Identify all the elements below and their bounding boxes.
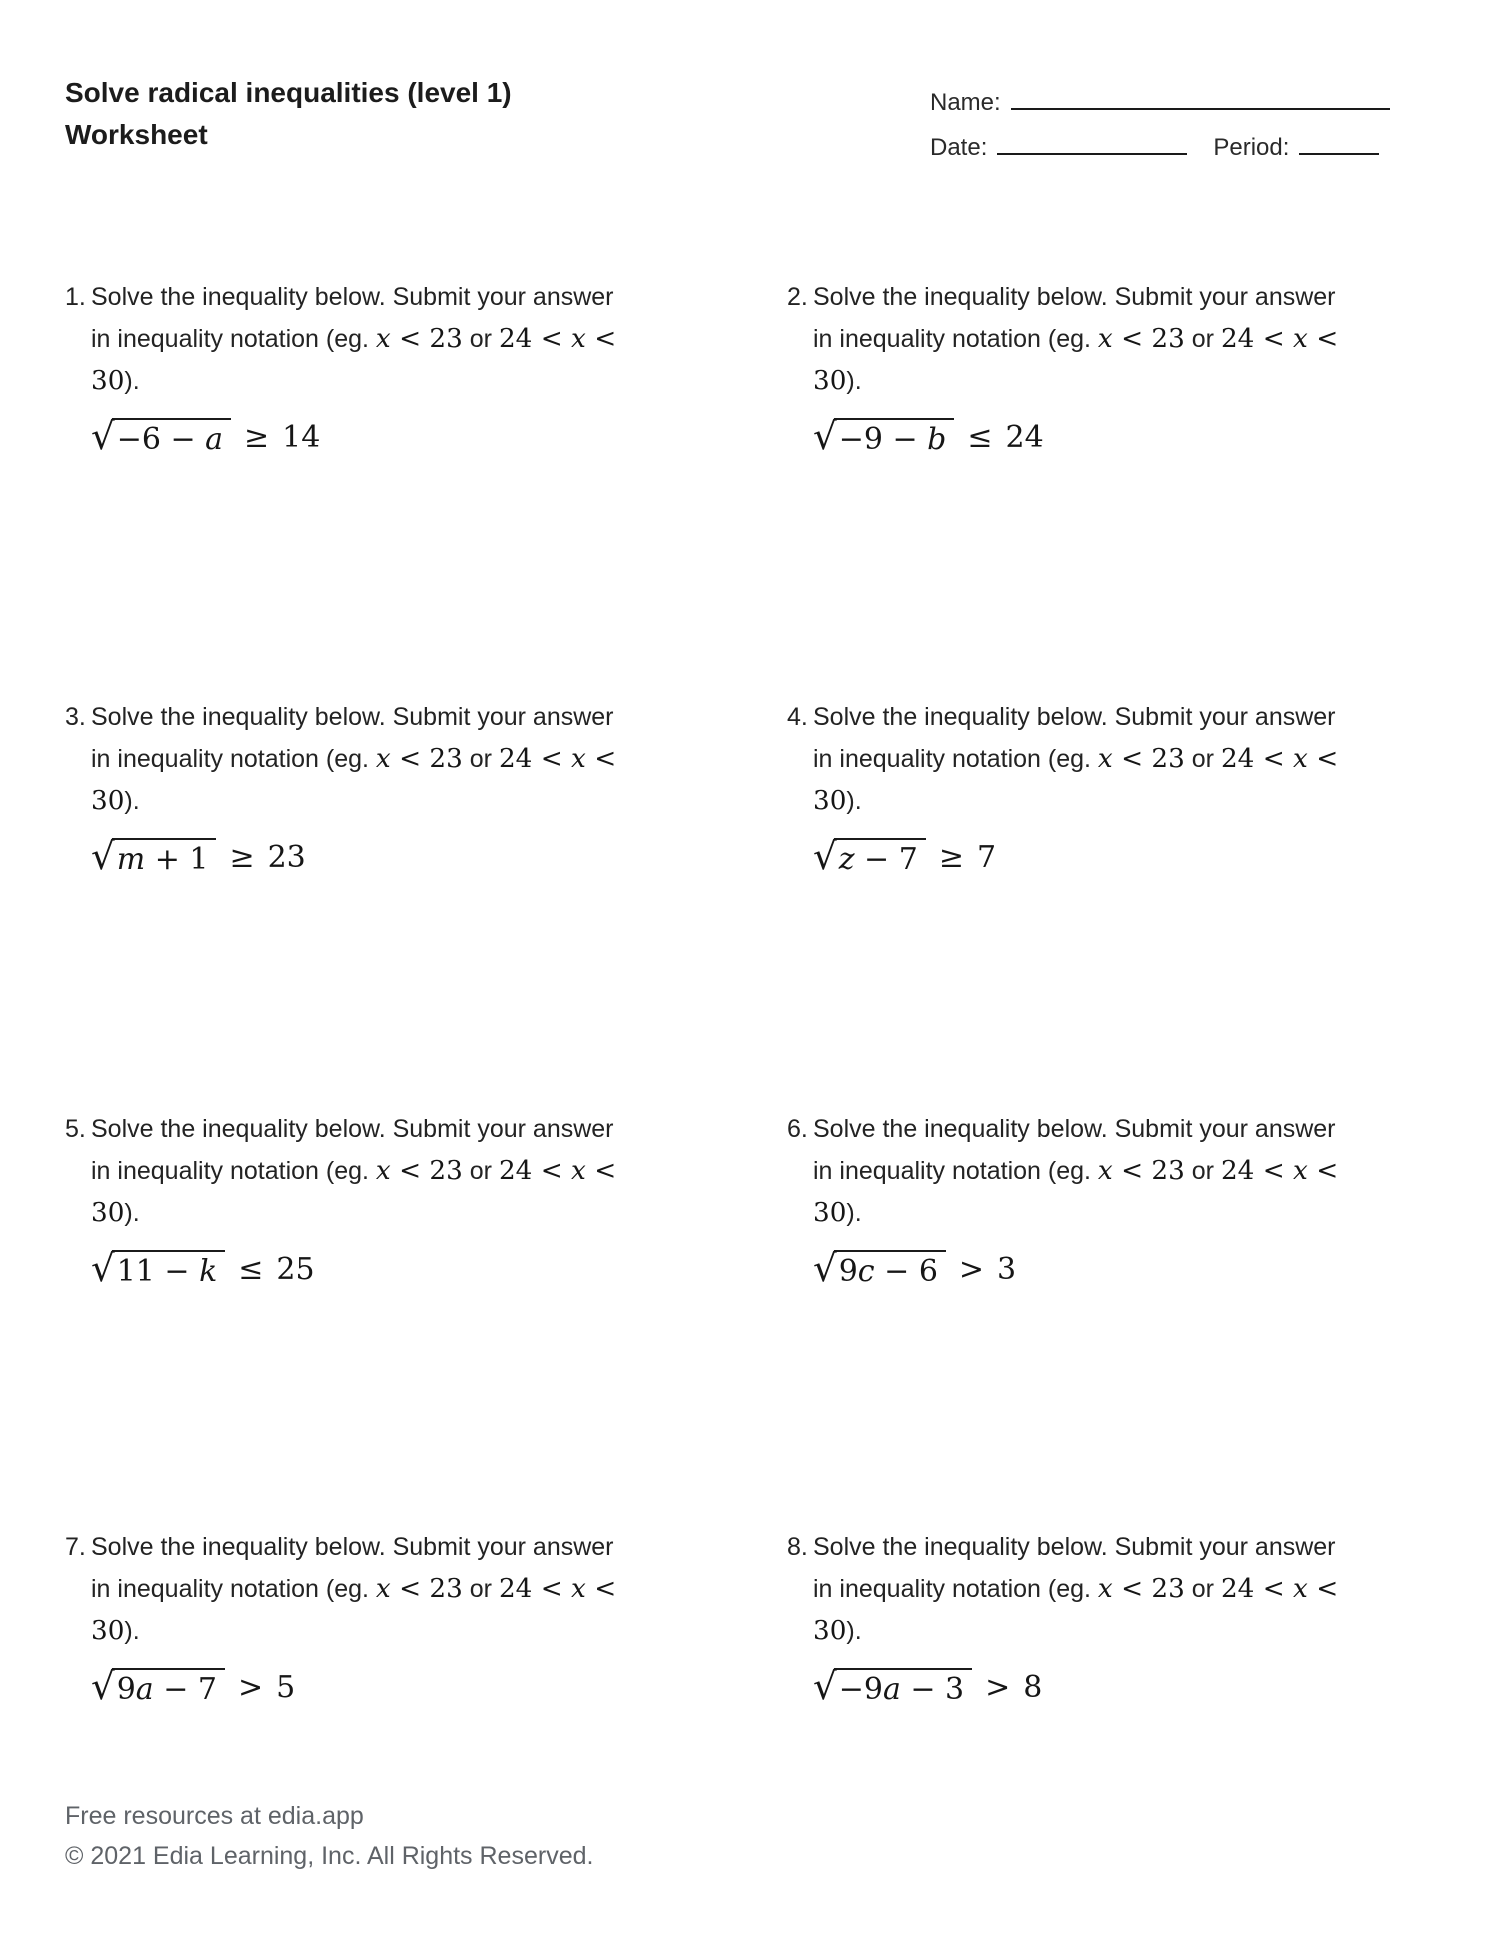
- equation: [91, 413, 665, 458]
- radicand: 9c − 6: [834, 1250, 946, 1290]
- problem-number: 7.: [65, 1533, 86, 1561]
- radicand: −6 − a: [112, 418, 231, 458]
- problem-prompt-text: [813, 1526, 1387, 1652]
- prompt-math-text: x < 23: [375, 1156, 463, 1186]
- prompt-text: or: [462, 1575, 499, 1603]
- prompt-text: in inequality notation (eg.: [813, 325, 1098, 353]
- prompt-text: Solve the inequality below. Submit your answer: [91, 1533, 614, 1561]
- problem-prompt-text: [813, 696, 1387, 822]
- prompt-text: in inequality notation (eg.: [91, 1575, 376, 1603]
- problem-5: [65, 1108, 665, 1290]
- name-field-row: [930, 84, 1390, 129]
- prompt-text: in inequality notation (eg.: [91, 325, 376, 353]
- radical-icon: √: [91, 413, 115, 458]
- equation: [91, 1245, 665, 1290]
- inequality-operator: >: [985, 1670, 1011, 1705]
- name-blank-line: [1011, 84, 1390, 110]
- prompt-text: Solve the inequality below. Submit your answer: [813, 703, 1336, 731]
- prompt-math-text: 30: [91, 1616, 125, 1646]
- prompt-text: ).: [124, 367, 140, 395]
- prompt-math-text: 30: [813, 1616, 847, 1646]
- right-hand-side: 7: [976, 840, 997, 875]
- radicand: 9a − 7: [112, 1668, 225, 1708]
- prompt-line: [813, 780, 1387, 822]
- prompt-line: [813, 738, 1387, 780]
- problem-number: 4.: [787, 703, 808, 731]
- problem-prompt-text: [91, 1108, 665, 1234]
- footer-resources-text: Free resources at edia.app: [65, 1802, 364, 1830]
- prompt-math-text: x < 23: [1097, 744, 1185, 774]
- prompt-text: ).: [124, 1617, 140, 1645]
- footer-copyright-text: © 2021 Edia Learning, Inc. All Rights Reserved.: [65, 1842, 594, 1870]
- prompt-text: ).: [124, 1199, 140, 1227]
- prompt-text: or: [462, 1157, 499, 1185]
- prompt-line: [91, 1108, 665, 1150]
- equation: [91, 1663, 665, 1708]
- prompt-text: Solve the inequality below. Submit your answer: [813, 283, 1336, 311]
- inequality-operator: >: [237, 1670, 264, 1705]
- prompt-math-text: x < 23: [1097, 1574, 1185, 1604]
- prompt-text: or: [1184, 325, 1221, 353]
- inequality-operator: >: [958, 1252, 985, 1287]
- radical-icon: √: [813, 1663, 837, 1708]
- problem-2: [787, 276, 1387, 458]
- equation: [91, 833, 665, 878]
- equation: [813, 1245, 1387, 1290]
- prompt-math-text: 24 < x <: [498, 1156, 617, 1186]
- problem-7: [65, 1526, 665, 1708]
- square-root-expression: [813, 833, 926, 878]
- prompt-math-text: 30: [813, 366, 847, 396]
- right-hand-side: 25: [276, 1252, 315, 1287]
- problem-prompt-text: [91, 1526, 665, 1652]
- prompt-math-text: 30: [813, 786, 847, 816]
- equation: [813, 833, 1387, 878]
- problem-prompt-text: [813, 1108, 1387, 1234]
- square-root-expression: [91, 413, 231, 458]
- date-blank-line: [997, 129, 1187, 155]
- prompt-text: Solve the inequality below. Submit your answer: [91, 1115, 614, 1143]
- prompt-math-text: x < 23: [375, 1574, 463, 1604]
- right-hand-side: 3: [997, 1252, 1017, 1287]
- right-hand-side: 8: [1023, 1670, 1043, 1705]
- prompt-line: [813, 1108, 1387, 1150]
- prompt-text: ).: [846, 1199, 862, 1227]
- radical-icon: √: [91, 1245, 115, 1290]
- prompt-line: [813, 318, 1387, 360]
- prompt-text: Solve the inequality below. Submit your answer: [91, 283, 614, 311]
- page-subtitle: Worksheet: [65, 119, 208, 150]
- prompt-text: ).: [846, 367, 862, 395]
- radicand: z − 7: [834, 838, 926, 878]
- prompt-line: [91, 696, 665, 738]
- prompt-math-text: 30: [91, 1198, 125, 1228]
- problem-1: [65, 276, 665, 458]
- prompt-math-text: 24 < x <: [498, 1574, 617, 1604]
- radicand: m + 1: [112, 838, 217, 878]
- prompt-text: or: [462, 745, 499, 773]
- prompt-line: [91, 1568, 665, 1610]
- prompt-math-text: 24 < x <: [1220, 744, 1339, 774]
- prompt-text: in inequality notation (eg.: [813, 1575, 1098, 1603]
- problem-prompt: [65, 696, 665, 822]
- prompt-line: [813, 1568, 1387, 1610]
- problem-prompt: [65, 1526, 665, 1652]
- prompt-math-text: 30: [91, 366, 125, 396]
- prompt-math-text: x < 23: [1097, 324, 1185, 354]
- radicand: 11 − k: [112, 1250, 226, 1290]
- prompt-text: in inequality notation (eg.: [91, 745, 376, 773]
- equation: [813, 1663, 1387, 1708]
- prompt-line: [91, 1192, 665, 1234]
- prompt-text: in inequality notation (eg.: [813, 745, 1098, 773]
- prompt-line: [91, 1150, 665, 1192]
- student-fields: [930, 84, 1390, 174]
- problem-prompt: [787, 1526, 1387, 1652]
- problem-prompt: [787, 696, 1387, 822]
- prompt-text: in inequality notation (eg.: [91, 1157, 376, 1185]
- period-blank-line: [1299, 129, 1379, 155]
- prompt-math-text: x < 23: [375, 324, 463, 354]
- right-hand-side: 23: [267, 840, 306, 875]
- inequality-operator: ≥: [229, 840, 255, 875]
- square-root-expression: [91, 1245, 225, 1290]
- prompt-text: Solve the inequality below. Submit your answer: [91, 703, 614, 731]
- problem-3: [65, 696, 665, 878]
- date-label: Date:: [930, 134, 988, 161]
- inequality-operator: ≥: [938, 840, 964, 875]
- radical-icon: √: [813, 1245, 837, 1290]
- radical-icon: √: [813, 833, 837, 878]
- prompt-line: [813, 360, 1387, 402]
- prompt-math-text: 30: [91, 786, 125, 816]
- inequality-operator: ≥: [244, 420, 270, 455]
- problem-prompt: [65, 276, 665, 402]
- page-footer: [65, 1796, 593, 1876]
- prompt-math-text: 24 < x <: [1220, 1574, 1339, 1604]
- right-hand-side: 5: [276, 1670, 296, 1705]
- prompt-line: [813, 696, 1387, 738]
- radicand: −9 − b: [834, 418, 955, 458]
- problem-number: 8.: [787, 1533, 808, 1561]
- prompt-text: ).: [846, 1617, 862, 1645]
- problem-prompt: [787, 276, 1387, 402]
- radical-icon: √: [813, 413, 837, 458]
- prompt-text: or: [1184, 1575, 1221, 1603]
- prompt-text: or: [1184, 1157, 1221, 1185]
- inequality-operator: ≤: [238, 1252, 264, 1287]
- square-root-expression: [91, 833, 216, 878]
- name-label: Name:: [930, 89, 1001, 116]
- prompt-line: [813, 1192, 1387, 1234]
- prompt-math-text: 24 < x <: [498, 744, 617, 774]
- prompt-text: or: [1184, 745, 1221, 773]
- period-label: Period:: [1213, 134, 1290, 161]
- problem-prompt-text: [91, 276, 665, 402]
- problem-prompt-text: [91, 696, 665, 822]
- prompt-line: [813, 276, 1387, 318]
- prompt-text: in inequality notation (eg.: [813, 1157, 1098, 1185]
- prompt-line: [91, 780, 665, 822]
- prompt-line: [91, 276, 665, 318]
- problem-prompt: [787, 1108, 1387, 1234]
- problem-8: [787, 1526, 1387, 1708]
- radical-icon: √: [91, 833, 115, 878]
- prompt-math-text: x < 23: [375, 744, 463, 774]
- right-hand-side: 24: [1005, 420, 1044, 455]
- prompt-line: [91, 318, 665, 360]
- problem-prompt-text: [813, 276, 1387, 402]
- problem-6: [787, 1108, 1387, 1290]
- square-root-expression: [813, 1663, 972, 1708]
- prompt-line: [91, 1610, 665, 1652]
- prompt-line: [813, 1150, 1387, 1192]
- problem-number: 5.: [65, 1115, 86, 1143]
- radical-icon: √: [91, 1663, 115, 1708]
- prompt-text: ).: [124, 787, 140, 815]
- prompt-line: [813, 1610, 1387, 1652]
- prompt-line: [91, 360, 665, 402]
- title-block: [65, 72, 512, 156]
- right-hand-side: 14: [282, 420, 321, 455]
- prompt-math-text: x < 23: [1097, 1156, 1185, 1186]
- inequality-operator: ≤: [967, 420, 993, 455]
- problem-number: 6.: [787, 1115, 808, 1143]
- prompt-math-text: 24 < x <: [498, 324, 617, 354]
- prompt-math-text: 24 < x <: [1220, 1156, 1339, 1186]
- prompt-text: ).: [846, 787, 862, 815]
- prompt-math-text: 30: [813, 1198, 847, 1228]
- prompt-text: Solve the inequality below. Submit your answer: [813, 1533, 1336, 1561]
- date-period-field-row: [930, 129, 1390, 174]
- equation: [813, 413, 1387, 458]
- problem-number: 3.: [65, 703, 86, 731]
- problem-number: 2.: [787, 283, 808, 311]
- prompt-text: Solve the inequality below. Submit your answer: [813, 1115, 1336, 1143]
- square-root-expression: [813, 413, 954, 458]
- problem-number: 1.: [65, 283, 86, 311]
- prompt-line: [813, 1526, 1387, 1568]
- square-root-expression: [813, 1245, 946, 1290]
- square-root-expression: [91, 1663, 225, 1708]
- prompt-line: [91, 738, 665, 780]
- problem-4: [787, 696, 1387, 878]
- problem-prompt: [65, 1108, 665, 1234]
- page-title: Solve radical inequalities (level 1): [65, 77, 512, 108]
- radicand: −9a − 3: [834, 1668, 972, 1708]
- prompt-line: [91, 1526, 665, 1568]
- prompt-math-text: 24 < x <: [1220, 324, 1339, 354]
- prompt-text: or: [462, 325, 499, 353]
